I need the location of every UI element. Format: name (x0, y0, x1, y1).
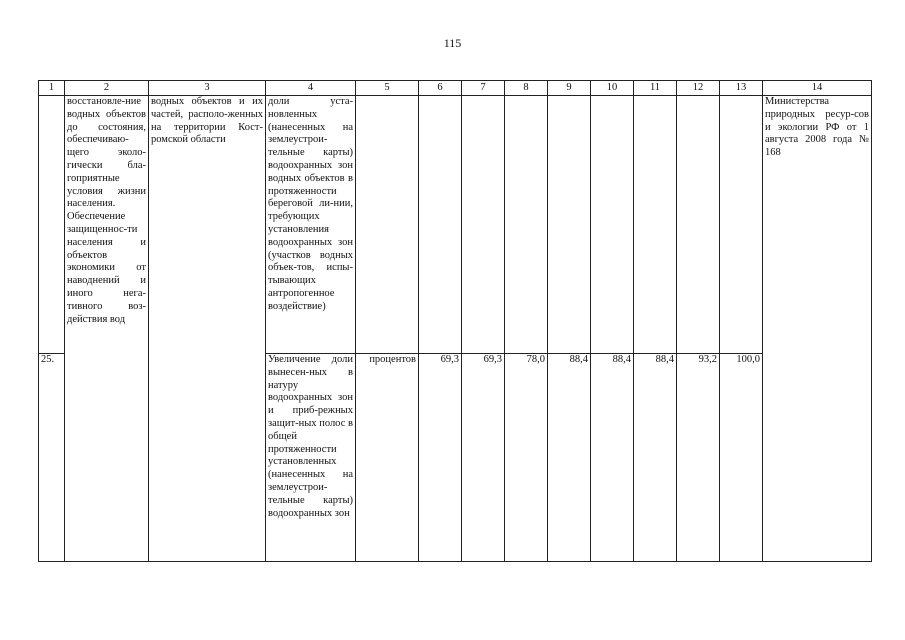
value-cell: 78,0 (505, 354, 548, 562)
value-cell (462, 96, 505, 354)
unit-cell (356, 96, 419, 354)
column-header: 3 (149, 81, 266, 96)
value-cell: 88,4 (634, 354, 677, 562)
value-cell (591, 96, 634, 354)
column-header: 11 (634, 81, 677, 96)
indicator-cell: доли уста-новленных (нанесенных на землеустрои-тельные карты) водоохранных зон водных объектов в протяженности береговой ли-нии, требующих установления водоохранных зон (участков водных объек-тов, испы-тывающих антропогенное воздействие) (266, 96, 356, 354)
indicator-cell: Увеличение доли вынесен-ных в натуру водоохранных зон и приб-режных защит-ных полос в общей протяженности установленных (нанесенных на землеустрои-тельные карты) водоохранных зон (266, 354, 356, 562)
column-header: 8 (505, 81, 548, 96)
value-cell: 69,3 (419, 354, 462, 562)
goal-description-cell: восстановле-ние водных объектов до состояния, обеспечиваю-щего эколо-гически бла-гоприятные условия жизни населения. Обеспечение защищеннос-ти населения и объектов экономики от наводнений и иного нега-тивного воз-действия вод (65, 96, 149, 562)
object-description-cell: водных объектов и их частей, располо-женных на территории Кост-ромской области (149, 96, 266, 562)
value-cell: 69,3 (462, 354, 505, 562)
column-header: 1 (39, 81, 65, 96)
value-cell: 88,4 (591, 354, 634, 562)
value-cell (505, 96, 548, 354)
row-number-cell: 25. (39, 354, 65, 562)
column-header: 4 (266, 81, 356, 96)
value-cell (677, 96, 720, 354)
column-header: 13 (720, 81, 763, 96)
column-header: 6 (419, 81, 462, 96)
column-header: 7 (462, 81, 505, 96)
column-header: 14 (763, 81, 872, 96)
value-cell: 93,2 (677, 354, 720, 562)
value-cell (634, 96, 677, 354)
row-number-cell (39, 96, 65, 354)
column-header: 10 (591, 81, 634, 96)
column-header: 9 (548, 81, 591, 96)
value-cell (548, 96, 591, 354)
data-table (38, 80, 872, 562)
column-header: 5 (356, 81, 419, 96)
page-number: 115 (443, 36, 462, 50)
source-cell: Министерства природных ресур-сов и экологии РФ от 1 августа 2008 года № 168 (763, 96, 872, 562)
value-cell: 88,4 (548, 354, 591, 562)
value-cell (419, 96, 462, 354)
value-cell (720, 96, 763, 354)
unit-cell: процентов (356, 354, 419, 562)
column-header: 2 (65, 81, 149, 96)
value-cell: 100,0 (720, 354, 763, 562)
column-header: 12 (677, 81, 720, 96)
header-row (39, 81, 872, 96)
table-row (39, 96, 872, 354)
